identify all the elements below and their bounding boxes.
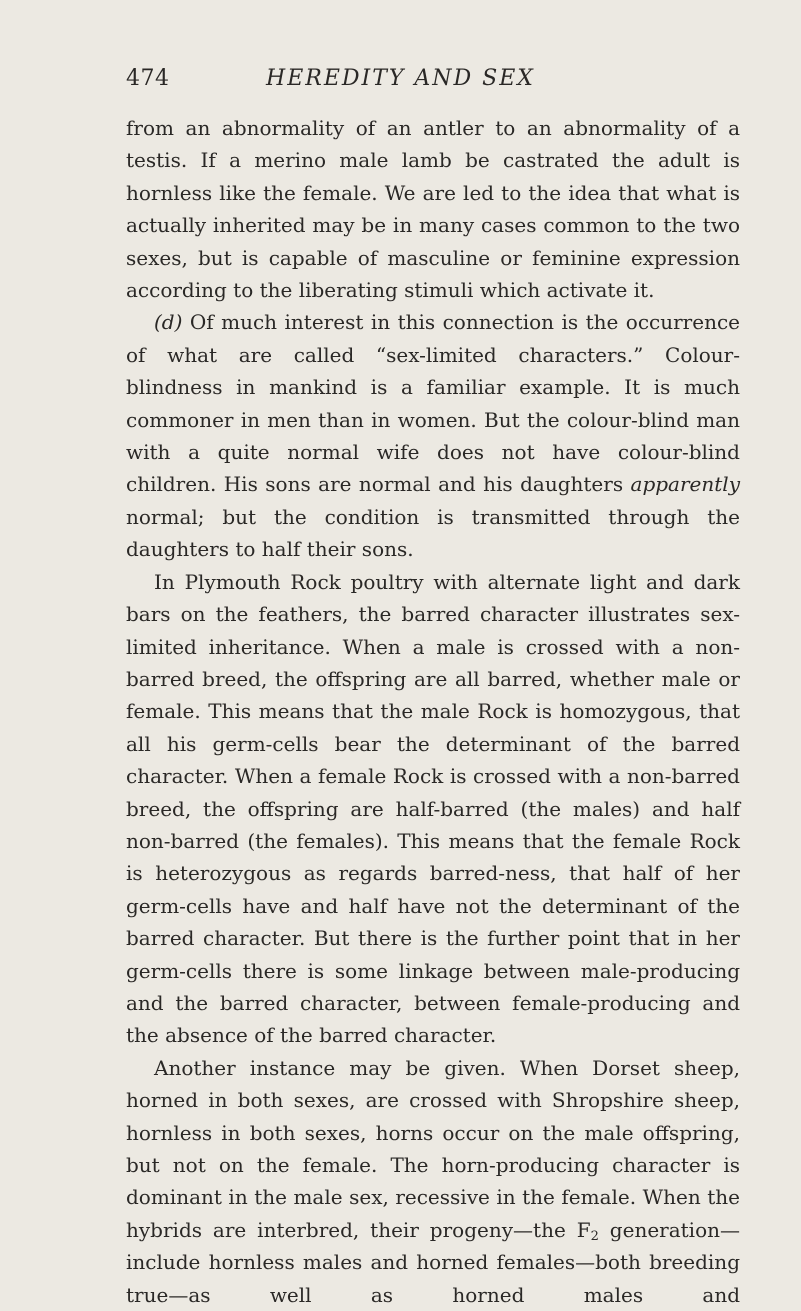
paragraph-1	[126, 112, 740, 306]
paragraph-2-text-a: Of much interest in this connection is the occurrence of what are called “sex-limited characters.” Colour-blindness in mankind is a familiar example. It is much commoner in men than in women. But the colour-blind man with a quite normal wife does not have colour-blind children. His sons are normal and his daughters	[126, 310, 740, 497]
paragraph-4-text-a: Another instance may be given. When Dorset sheep, horned in both sexes, are crossed with Shropshire sheep, hornless in both sexes, horns occur on the male offspring, but not on the female. The horn-producing character is dominant in the male sex, recessive in the female. When the hybrids are interbred, their progeny—the F	[126, 1055, 740, 1242]
paragraph-2-text-b: normal; but the condition is transmitted through the daughters to half their sons.	[126, 504, 740, 562]
body-text	[126, 112, 740, 1311]
paragraph-4	[126, 1052, 740, 1311]
paragraph-3	[126, 566, 740, 1052]
running-title: HEREDITY AND SEX	[266, 66, 535, 91]
paragraph-1-text: from an abnormality of an antler to an abnormality of a testis. If a merino male lamb be castrated the adult is hornless like the female. We are led to the idea that what is actually inherited may be in many cases common to the two sexes, but is capable of masculine or feminine expression according to the liberating stimuli which activate it.	[126, 116, 740, 303]
page-number: 474	[126, 66, 170, 91]
paragraph-3-text: In Plymouth Rock poultry with alternate light and dark bars on the feathers, the barred character illustrates sex-limited inheritance. When a male is crossed with a non-barred breed, the offspring are all barred, whether male or female. This means that the male Rock is homozygous, that all his germ-cells bear the determinant of the barred character. When a female Rock is crossed with a non-barred breed, the offspring are half-barred (the males) and half non-barred (the females). This means that the female Rock is heterozygous as regards barred-ness, that half of her germ-cells have and half have not the determinant of the barred character. But there is the further point that in her germ-cells there is some linkage between male-producing and the barred character, between female-producing and the absence of the barred character.	[126, 569, 740, 1048]
page-header	[0, 66, 801, 100]
paragraph-4-subscript: 2	[590, 1228, 599, 1244]
paragraph-2	[126, 306, 740, 565]
paragraph-4-text-b: generation—include hornless males and horned females—both breeding true—as well as horned males and	[126, 1217, 740, 1307]
paragraph-2-emphasis: apparently	[630, 472, 740, 497]
paragraph-2-label: (d)	[154, 310, 183, 335]
